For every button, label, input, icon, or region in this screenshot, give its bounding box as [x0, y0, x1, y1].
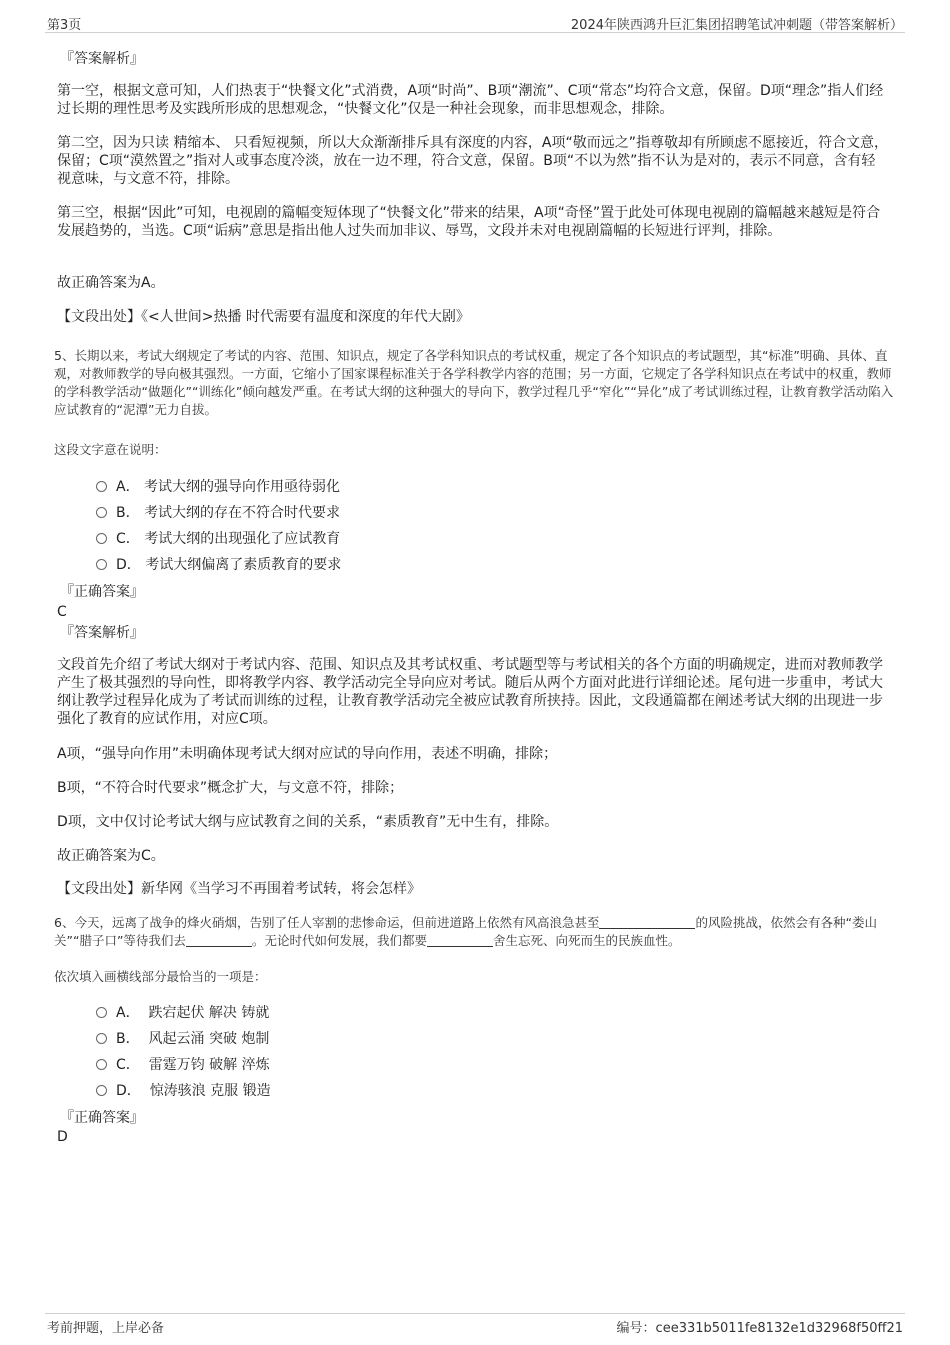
option-key: B．	[116, 505, 140, 521]
radio-icon[interactable]	[96, 1085, 107, 1096]
q6-answer-label: 『正确答案』	[60, 1110, 144, 1126]
option-key: C．	[116, 1057, 140, 1073]
q5-note-a: A项，“强导向作用”未明确体现考试大纲对应试的导向作用，表述不明确，排除；	[57, 746, 558, 762]
q6-stem	[54, 914, 894, 950]
page-footer	[45, 1313, 905, 1334]
q5-analysis: 文段首先介绍了考试大纲对于考试内容、范围、知识点及其考试权重、考试题型等与考试相关的各个方面的明确规定，进而对教师教学产生了极其强烈的导向性，即将教学内容、教学活动完全导向应对考试。随后从两个方面对此进行详细论述。尾句进一步重申，考试大纲让教学过程异化成为了考试而训练的过程，让教育教学活动完全被应试教育所挟持。因此，文段通篇都在阐述考试大纲的出现进一步强化了教育的应试作用，对应C项。	[57, 657, 883, 727]
option-key: D．	[116, 1083, 141, 1099]
q5-analysis-label: 『答案解析』	[60, 625, 144, 641]
q6-answer: D	[57, 1129, 68, 1145]
option-text: 跌宕起伏 解决 铸就	[148, 1005, 270, 1021]
option-key: D．	[116, 557, 141, 573]
q5-answer-label: 『正确答案』	[60, 584, 144, 600]
q4-source: 【文段出处】《<人世间>热播 时代需要有温度和深度的年代大剧》	[57, 309, 470, 325]
radio-icon[interactable]	[96, 481, 107, 492]
q6-option-a[interactable]	[96, 1004, 269, 1022]
option-text: 考试大纲的存在不符合时代要求	[144, 505, 341, 521]
radio-icon[interactable]	[96, 507, 107, 518]
q6-stem-part: 。无论时代如何发展，我们都要	[251, 933, 427, 948]
document-title: 2024年陕西鸿升巨汇集团招聘笔试冲刺题（带答案解析）	[570, 18, 903, 33]
radio-icon[interactable]	[96, 1059, 107, 1070]
q5-source: 【文段出处】新华网《当学习不再围着考试转，将会怎样》	[57, 881, 421, 897]
radio-icon[interactable]	[96, 1007, 107, 1018]
q6-stem-part: 6、今天，远离了战争的烽火硝烟，告别了任人宰割的悲惨命运，但前进道路上依然有风高浪急甚至	[54, 915, 600, 930]
option-text: 雷霆万钧 破解 淬炼	[148, 1057, 270, 1073]
q5-answer: C	[57, 604, 67, 620]
option-key: A．	[116, 479, 140, 495]
radio-icon[interactable]	[96, 1033, 107, 1044]
q5-option-a[interactable]	[96, 478, 340, 496]
option-text: 风起云涌 突破 炮制	[148, 1031, 270, 1047]
page-number: 第3页	[47, 18, 82, 33]
option-key: A．	[116, 1005, 140, 1021]
q6-option-b[interactable]	[96, 1030, 269, 1048]
q5-note-d: D项，文中仅讨论考试大纲与应试教育之间的关系，“素质教育”无中生有，排除。	[57, 814, 559, 830]
q4-analysis-para-1: 第一空，根据文意可知，人们热衷于“快餐文化”式消费，A项“时尚”、B项“潮流”、C项“常态”均符合文意，保留。D项“理念”指人们经过长期的理性思考及实践所形成的思想观念，“快餐文化”仅是一种社会现象，而非思想观念，排除。	[57, 83, 884, 117]
q5-prompt: 这段文字意在说明：	[54, 442, 167, 457]
q5-option-c[interactable]	[96, 530, 340, 548]
q6-option-c[interactable]	[96, 1056, 270, 1074]
page-header	[45, 12, 905, 33]
q5-option-b[interactable]	[96, 504, 340, 522]
footer-slogan: 考前押题，上岸必备	[47, 1321, 165, 1336]
q4-analysis-para-2: 第二空，因为只读 精缩本、 只看短视频，所以大众渐渐排斥具有深度的内容，A项“敬而远之”指尊敬却有所顾虑不愿接近，符合文意，保留；C项“漠然置之”指对人或事态度冷淡，放在一边不理，符合文意，保留。B项“不以为然”指不认为是对的，表示不同意，含有轻视意味，与文意不符，排除。	[57, 135, 888, 187]
radio-icon[interactable]	[96, 559, 107, 570]
radio-icon[interactable]	[96, 533, 107, 544]
fill-blank-3[interactable]	[427, 934, 493, 947]
q5-stem: 5、长期以来，考试大纲规定了考试的内容、范围、知识点，规定了各学科知识点的考试权重，规定了各个知识点的考试题型，其“标准”明确、具体、直观，对教师教学的导向极其强烈。一方面，它缩小了国家课程标准关于各学科教学内容的范围；另一方面，它规定了各学科知识点在考试中的权重，教师的学科教学活动“做题化”“训练化”倾向越发严重。在考试大纲的这种强大的导向下，教学过程几乎“窄化”“异化”成了考试训练过程，让教育教学活动陷入应试教育的“泥潭”无力自拔。	[54, 348, 894, 417]
fill-blank-1[interactable]	[599, 916, 695, 929]
option-text: 惊涛骇浪 克服 锻造	[149, 1083, 271, 1099]
q6-stem-part: 的风险挑战，依然会有各种“娄山关”“腊子口”等待我们去	[54, 915, 877, 948]
option-text: 考试大纲偏离了素质教育的要求	[145, 557, 342, 573]
option-key: B．	[116, 1031, 140, 1047]
fill-blank-2[interactable]	[186, 934, 252, 947]
q4-analysis-label: 『答案解析』	[60, 51, 144, 67]
q5-conclusion: 故正确答案为C。	[57, 848, 165, 864]
q6-option-d[interactable]	[96, 1082, 271, 1100]
q4-analysis-para-3: 第三空，根据“因此”可知，电视剧的篇幅变短体现了“快餐文化”带来的结果，A项“奇怪”置于此处可体现电视剧的篇幅越来越短是符合发展趋势的，当选。C项“诟病”意思是指出他人过失而加非议、辱骂，文段并未对电视剧篇幅的长短进行评判，排除。	[57, 205, 881, 239]
option-text: 考试大纲的强导向作用亟待弱化	[144, 479, 341, 495]
option-key: C．	[116, 531, 140, 547]
q6-stem-part: 舍生忘死、向死而生的民族血性。	[492, 933, 681, 948]
q4-conclusion: 故正确答案为A。	[57, 275, 165, 291]
document-id: 编号：cee331b5011fe8132e1d32968f50ff21	[616, 1321, 903, 1336]
q6-prompt: 依次填入画横线部分最恰当的一项是：	[54, 969, 267, 984]
q5-note-b: B项，“不符合时代要求”概念扩大，与文意不符，排除；	[57, 780, 404, 796]
option-text: 考试大纲的出现强化了应试教育	[144, 531, 341, 547]
q5-option-d[interactable]	[96, 556, 341, 574]
